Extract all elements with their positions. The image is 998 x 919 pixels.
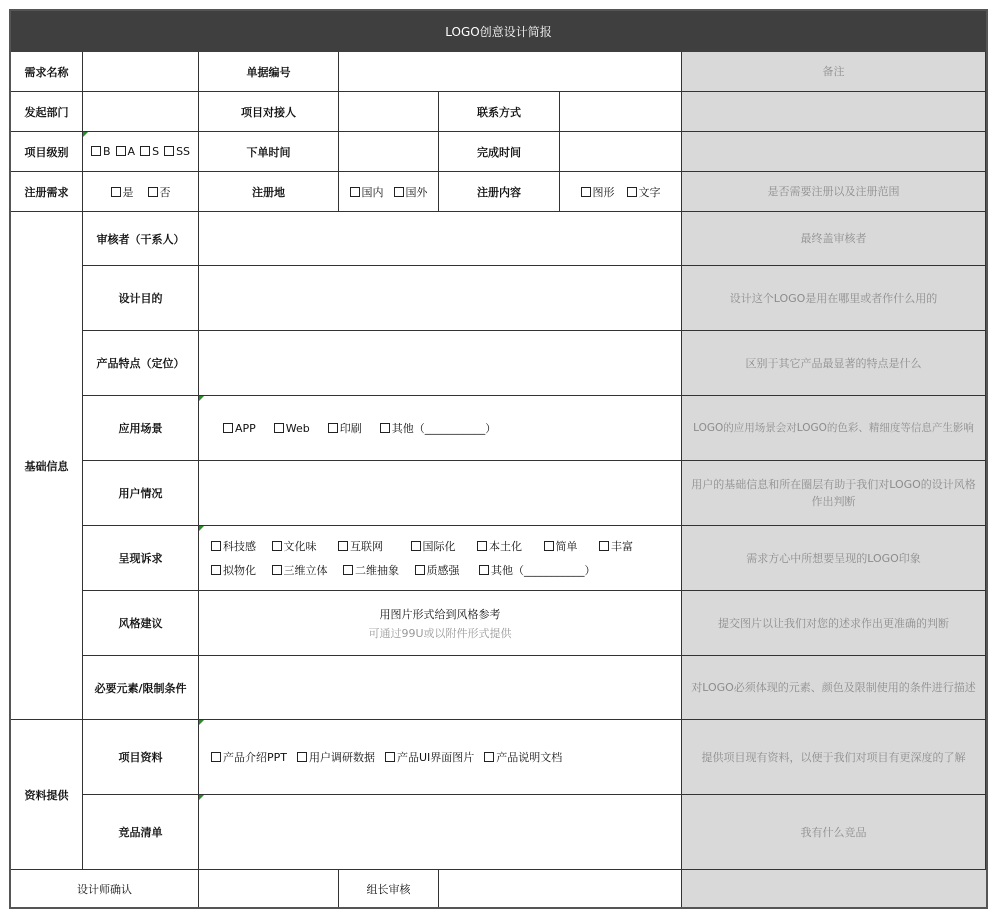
competitors-note: 我有什么竞品 (682, 795, 986, 870)
remark-header: 备注 (682, 52, 986, 92)
finish-time-field[interactable] (560, 132, 682, 172)
appeal-option[interactable]: 二维抽象 (343, 564, 399, 577)
label-finish-time: 完成时间 (439, 132, 560, 172)
label-leader-review: 组长审核 (339, 870, 439, 907)
scene-option[interactable]: 其他（___________） (380, 420, 497, 436)
checkbox-icon (411, 541, 421, 551)
comment-marker (199, 720, 204, 725)
leader-review-field[interactable] (439, 870, 682, 907)
reviewer-note: 最终盖审核者 (682, 212, 986, 266)
checkbox-icon (477, 541, 487, 551)
feature-field[interactable] (199, 331, 682, 396)
scene-option[interactable]: Web (274, 422, 310, 435)
label-contact-person: 项目对接人 (199, 92, 339, 132)
elements-field[interactable] (199, 656, 682, 720)
level-options (83, 132, 199, 172)
level-option[interactable]: A (116, 145, 136, 158)
remark-cell (682, 92, 986, 132)
level-option[interactable]: B (91, 145, 111, 158)
checkbox-icon (272, 541, 282, 551)
checkbox-icon (484, 752, 494, 762)
appeal-option[interactable]: 国际化 (411, 540, 456, 553)
group-basic-info: 基础信息 (11, 212, 83, 720)
elements-note: 对LOGO必须体现的元素、颜色及限制使用的条件进行描述 (682, 656, 986, 720)
user-field[interactable] (199, 461, 682, 526)
appeal-option[interactable]: 拟物化 (211, 564, 256, 577)
label-feature: 产品特点（定位） (83, 331, 199, 396)
purpose-note: 设计这个LOGO是用在哪里或者作什么用的 (682, 266, 986, 331)
label-designer-confirm: 设计师确认 (11, 870, 199, 907)
comment-marker (199, 526, 204, 531)
user-note: 用户的基础信息和所在圈层有助于我们对LOGO的设计风格作出判断 (682, 461, 986, 526)
register-option[interactable]: 是 (111, 184, 134, 200)
appeal-option[interactable]: 质感强 (415, 564, 460, 577)
label-scene: 应用场景 (83, 396, 199, 461)
appeal-option[interactable]: 其他（___________） (479, 564, 596, 577)
appeal-option[interactable]: 丰富 (599, 540, 633, 553)
register-option[interactable]: 否 (148, 184, 171, 200)
label-purpose: 设计目的 (83, 266, 199, 331)
label-register: 注册需求 (11, 172, 83, 212)
checkbox-icon (350, 187, 360, 197)
demand-name-field[interactable] (83, 52, 199, 92)
checkbox-icon (116, 146, 126, 156)
sheet-title: LOGO创意设计简报 (11, 11, 986, 52)
label-style: 风格建议 (83, 591, 199, 656)
scene-option[interactable]: APP (223, 422, 256, 435)
checkbox-icon (111, 187, 121, 197)
checkbox-icon (164, 146, 174, 156)
register-content-options (560, 172, 682, 212)
purpose-field[interactable] (199, 266, 682, 331)
register-content-option[interactable]: 文字 (627, 184, 661, 200)
checkbox-icon (581, 187, 591, 197)
project-material-option[interactable]: 产品说明文档 (484, 749, 562, 765)
comment-marker (83, 132, 88, 137)
checkbox-icon (544, 541, 554, 551)
style-main-text: 用图片形式给到风格参考 (379, 607, 501, 621)
order-time-field[interactable] (339, 132, 439, 172)
label-reviewer: 审核者（干系人） (83, 212, 199, 266)
checkbox-icon (91, 146, 101, 156)
checkbox-icon (385, 752, 395, 762)
appeal-options (199, 526, 682, 591)
checkbox-icon (328, 423, 338, 433)
designer-confirm-field[interactable] (199, 870, 339, 907)
checkbox-icon (140, 146, 150, 156)
appeal-option[interactable]: 文化味 (272, 540, 317, 553)
checkbox-icon (380, 423, 390, 433)
remark-cell (682, 132, 986, 172)
checkbox-icon (297, 752, 307, 762)
reviewer-field[interactable] (199, 212, 682, 266)
checkbox-icon (274, 423, 284, 433)
style-note: 提交图片以让我们对您的述求作出更准确的判断 (682, 591, 986, 656)
label-project-material: 项目资料 (83, 720, 199, 795)
appeal-options-row-2 (211, 562, 596, 578)
checkbox-icon (394, 187, 404, 197)
checkbox-icon (211, 541, 221, 551)
project-material-options (199, 720, 682, 795)
label-order-time: 下单时间 (199, 132, 339, 172)
checkbox-icon (148, 187, 158, 197)
logo-brief-sheet (9, 9, 988, 909)
label-register-place: 注册地 (199, 172, 339, 212)
level-option[interactable]: SS (164, 145, 190, 158)
project-material-option[interactable]: 产品UI界面图片 (385, 749, 474, 765)
project-material-option[interactable]: 产品介绍PPT (211, 749, 287, 765)
label-competitors: 竞品清单 (83, 795, 199, 870)
checkbox-icon (415, 565, 425, 575)
dept-field[interactable] (83, 92, 199, 132)
checkbox-icon (479, 565, 489, 575)
appeal-option[interactable]: 互联网 (338, 540, 383, 553)
label-user: 用户情况 (83, 461, 199, 526)
checkbox-icon (343, 565, 353, 575)
contact-method-field[interactable] (560, 92, 682, 132)
project-material-option[interactable]: 用户调研数据 (297, 749, 375, 765)
comment-marker (199, 396, 204, 401)
label-doc-no: 单据编号 (199, 52, 339, 92)
scene-options (199, 396, 682, 461)
project-material-note: 提供项目现有资料，以便于我们对项目有更深度的了解 (682, 720, 986, 795)
checkbox-icon (338, 541, 348, 551)
comment-marker (199, 795, 204, 800)
register-place-options (339, 172, 439, 212)
label-register-content: 注册内容 (439, 172, 560, 212)
register-options (83, 172, 199, 212)
competitors-field[interactable] (199, 795, 682, 870)
label-contact-method: 联系方式 (439, 92, 560, 132)
register-place-option[interactable]: 国外 (394, 184, 428, 200)
checkbox-icon (223, 423, 233, 433)
group-material: 资料提供 (11, 720, 83, 870)
register-place-option[interactable]: 国内 (350, 184, 384, 200)
label-appeal: 呈现诉求 (83, 526, 199, 591)
label-dept: 发起部门 (11, 92, 83, 132)
level-option[interactable]: S (140, 145, 159, 158)
checkbox-icon (211, 752, 221, 762)
appeal-option[interactable]: 本土化 (477, 540, 522, 553)
appeal-option[interactable]: 简单 (544, 540, 578, 553)
scene-note: LOGO的应用场景会对LOGO的色彩、精细度等信息产生影响 (682, 396, 986, 461)
checkbox-icon (272, 565, 282, 575)
appeal-option[interactable]: 三维立体 (272, 564, 328, 577)
appeal-note: 需求方心中所想要呈现的LOGO印象 (682, 526, 986, 591)
appeal-option[interactable]: 科技感 (211, 540, 256, 553)
register-content-option[interactable]: 图形 (581, 184, 615, 200)
style-sub-text: 可通过99U或以附件形式提供 (368, 626, 512, 640)
scene-option[interactable]: 印刷 (328, 420, 362, 436)
feature-note: 区别于其它产品最显著的特点是什么 (682, 331, 986, 396)
footer-remark-cell (682, 870, 986, 907)
label-elements: 必要元素/限制条件 (83, 656, 199, 720)
register-note: 是否需要注册以及注册范围 (682, 172, 986, 212)
contact-person-field[interactable] (339, 92, 439, 132)
appeal-options-row-1 (211, 538, 633, 554)
label-level: 项目级别 (11, 132, 83, 172)
checkbox-icon (627, 187, 637, 197)
label-demand-name: 需求名称 (11, 52, 83, 92)
style-field[interactable] (199, 591, 682, 656)
checkbox-icon (211, 565, 221, 575)
doc-no-field[interactable] (339, 52, 682, 92)
checkbox-icon (599, 541, 609, 551)
